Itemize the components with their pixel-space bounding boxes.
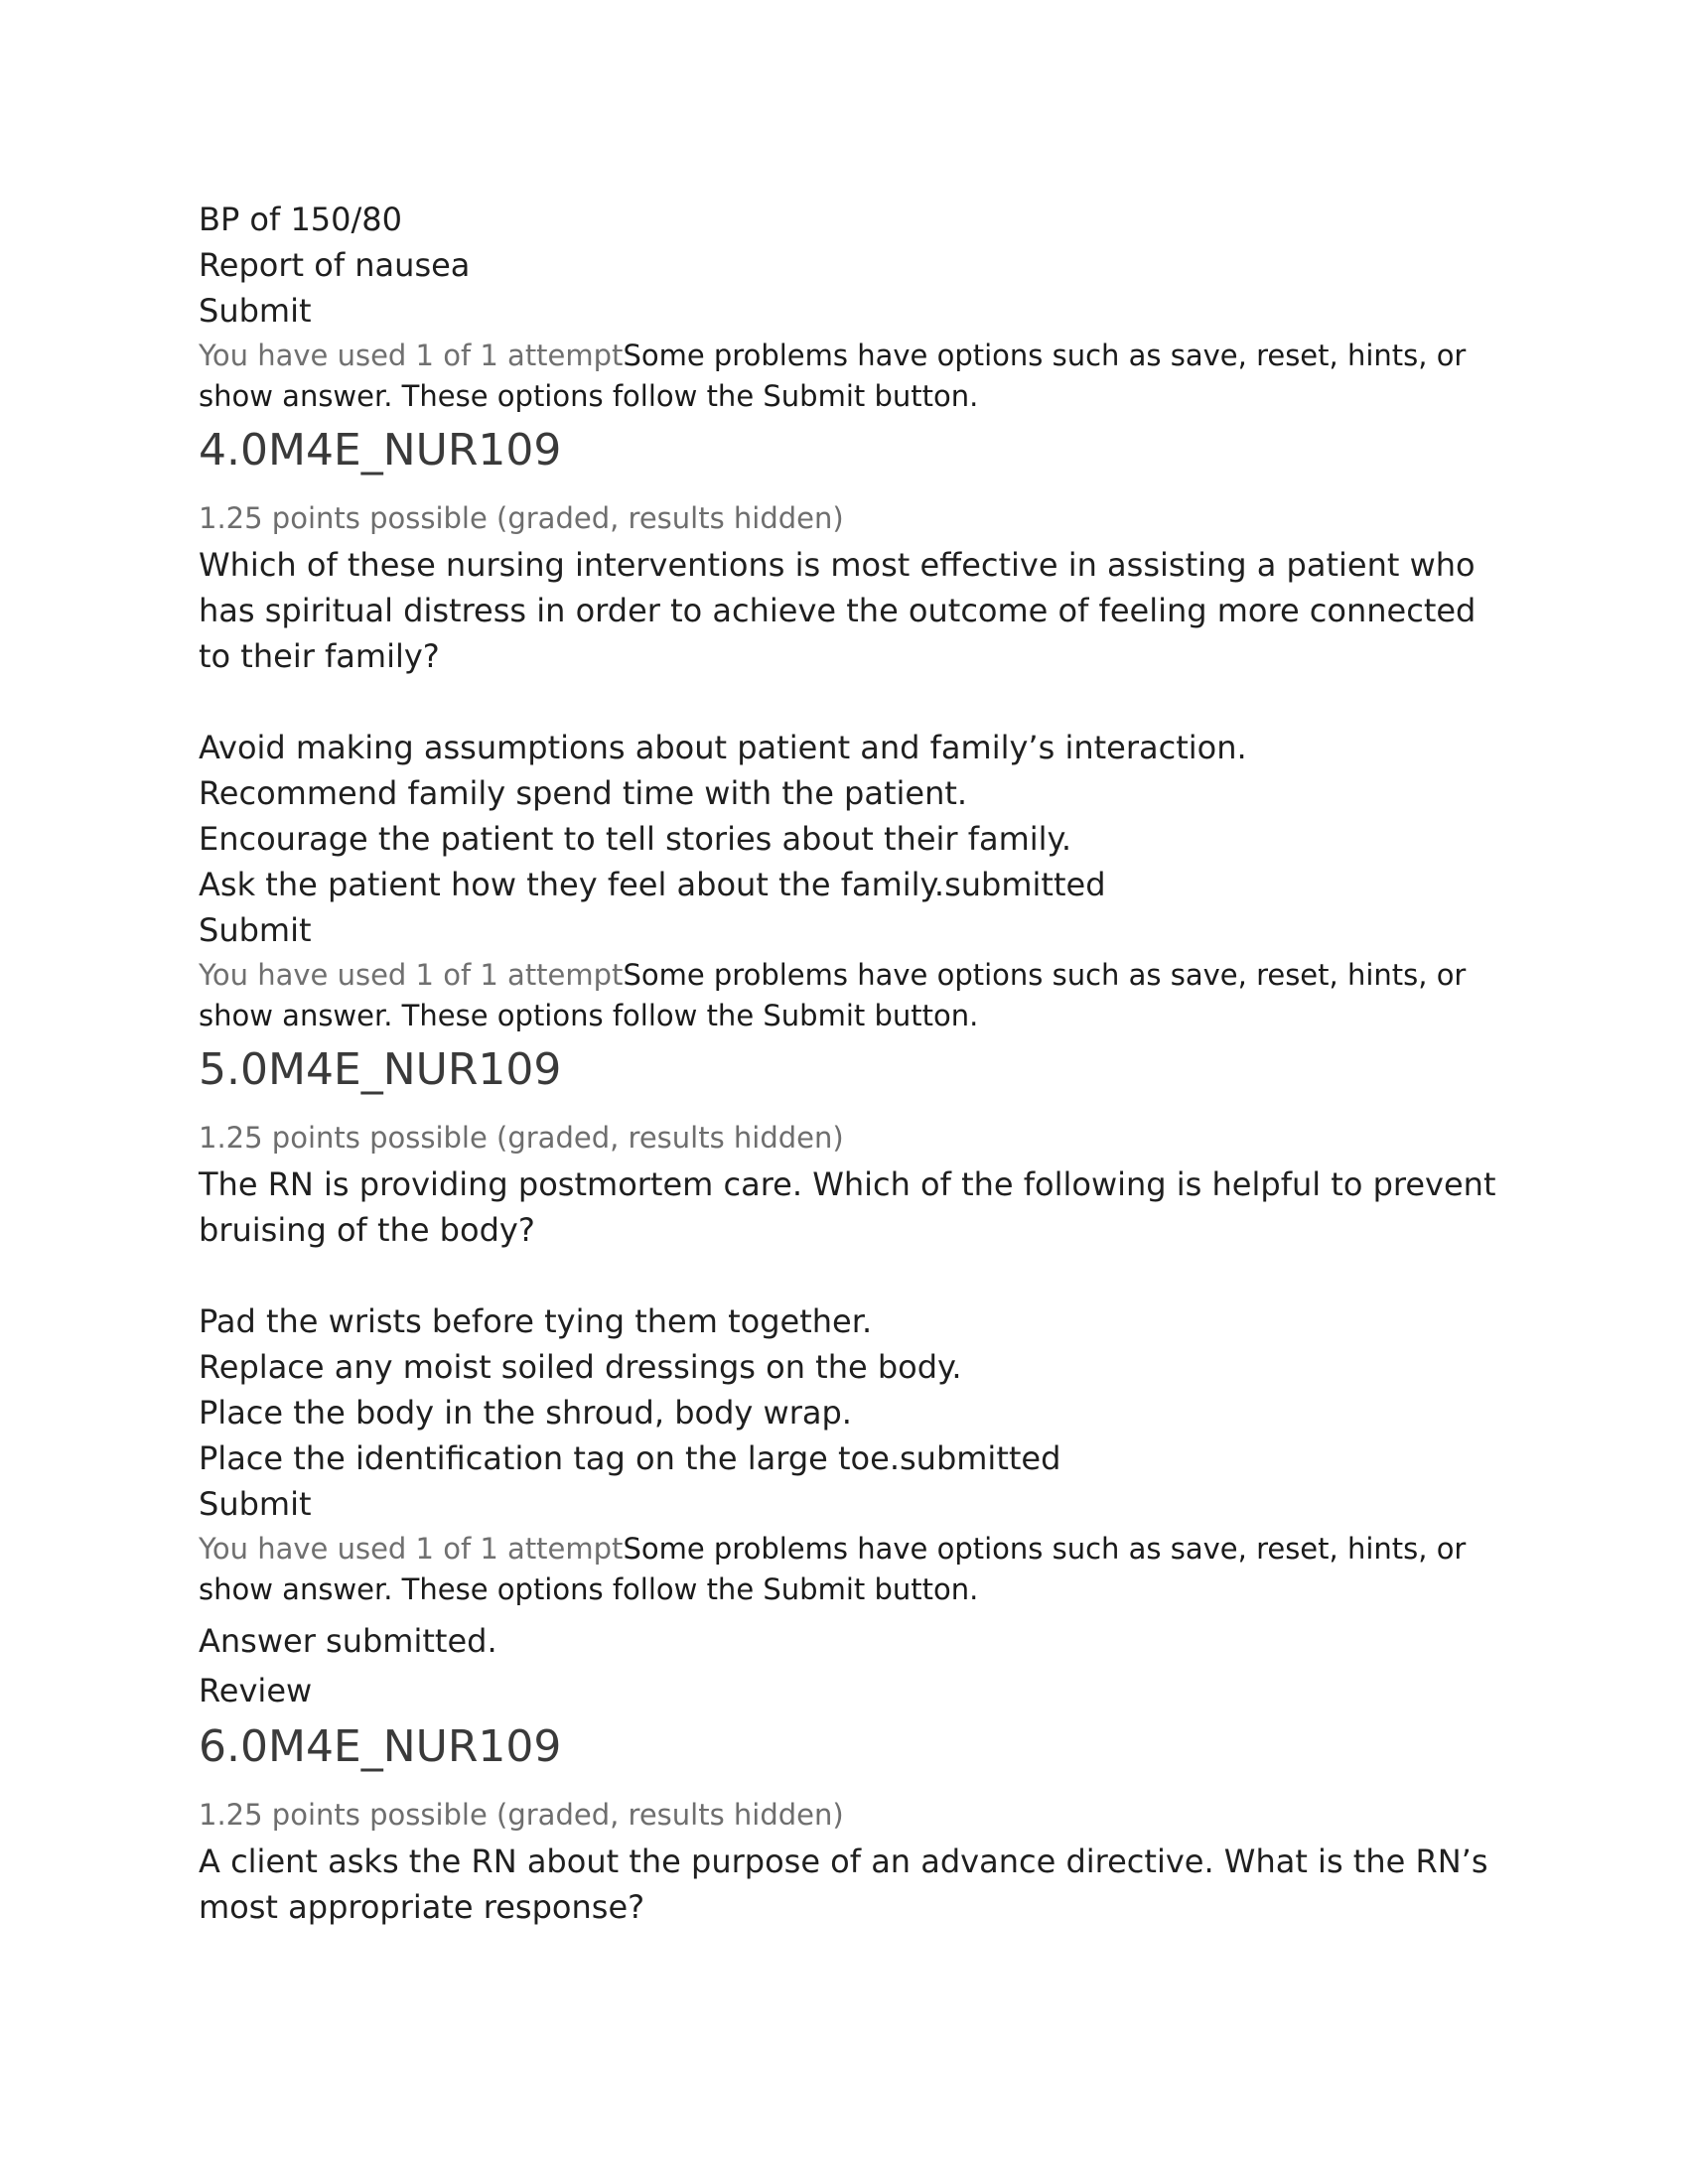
option-item[interactable]: BP of 150/80 — [199, 201, 403, 238]
points-info: 1.25 points possible (graded, results hidden) — [199, 501, 844, 535]
spacer — [199, 679, 1509, 725]
attempts-used: You have used 1 of 1 attempt — [199, 958, 624, 992]
option-item[interactable]: Recommend family spend time with the patient. — [199, 774, 968, 812]
attempts-used: You have used 1 of 1 attempt — [199, 1532, 624, 1566]
submitted-status: submitted — [899, 1439, 1061, 1477]
submit-button[interactable]: Submit — [199, 1485, 312, 1523]
review-link[interactable]: Review — [199, 1672, 313, 1709]
option-label: Ask the patient how they feel about the family. — [199, 866, 945, 903]
submit-button[interactable]: Submit — [199, 292, 312, 330]
attempts-info — [199, 1529, 1509, 1610]
question-text: A client asks the RN about the purpose of an advance directive. What is the RN’s most appropriate response? — [199, 1843, 1488, 1926]
spacer — [199, 1253, 1509, 1298]
points-info: 1.25 points possible (graded, results hidden) — [199, 1798, 844, 1832]
option-item[interactable]: Pad the wrists before tying them together. — [199, 1302, 873, 1340]
option-item[interactable]: Report of nausea — [199, 246, 471, 284]
option-item[interactable]: Avoid making assumptions about patient and family’s interaction. — [199, 729, 1247, 766]
points-info: 1.25 points possible (graded, results hidden) — [199, 1121, 844, 1155]
option-label: Place the identification tag on the large toe. — [199, 1439, 900, 1477]
option-item-last[interactable] — [199, 862, 1509, 907]
submitted-status: submitted — [944, 866, 1106, 903]
option-item[interactable]: Place the body in the shroud, body wrap. — [199, 1394, 852, 1432]
question-text: Which of these nursing interventions is most effective in assisting a patient who has spiritual distress in order to achieve the outcome of feeling more connected to their family? — [199, 546, 1477, 675]
attempts-note: Some problems have options such as save, reset, hints, or show answer. These options follow the Submit button. — [199, 1532, 1467, 1606]
attempts-note: Some problems have options such as save, reset, hints, or show answer. These options follow the Submit button. — [199, 339, 1467, 413]
attempts-info — [199, 336, 1509, 417]
attempts-used: You have used 1 of 1 attempt — [199, 339, 624, 372]
question-text: The RN is providing postmortem care. Which of the following is helpful to prevent bruising of the body? — [199, 1165, 1496, 1249]
problem-title: 6.0M4E_NUR109 — [199, 1721, 562, 1772]
problem-title: 5.0M4E_NUR109 — [199, 1044, 562, 1095]
option-item-last[interactable] — [199, 1435, 1509, 1481]
document-page — [199, 197, 1509, 1930]
attempts-note: Some problems have options such as save, reset, hints, or show answer. These options follow the Submit button. — [199, 958, 1467, 1032]
attempts-info — [199, 955, 1509, 1036]
option-item[interactable]: Encourage the patient to tell stories about their family. — [199, 820, 1072, 858]
answer-status: Answer submitted. — [199, 1622, 497, 1660]
problem-title: 4.0M4E_NUR109 — [199, 425, 562, 476]
option-item[interactable]: Replace any moist soiled dressings on the body. — [199, 1348, 962, 1386]
submit-button[interactable]: Submit — [199, 911, 312, 949]
